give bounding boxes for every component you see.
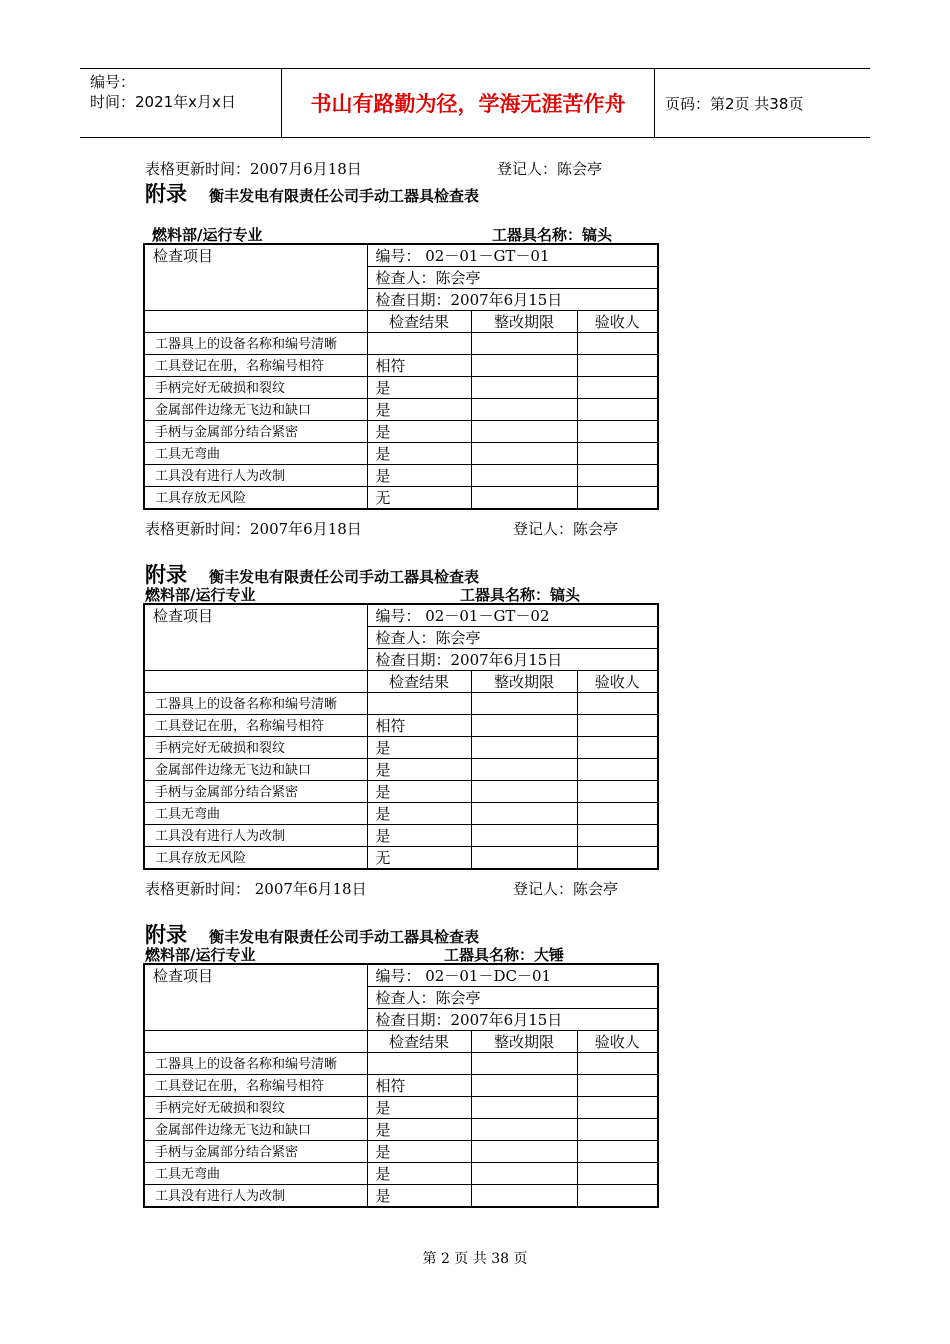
table-row: 工器具上的设备名称和编号清晰 bbox=[144, 333, 658, 355]
tool-name-3: 工器具名称：大锤 bbox=[444, 946, 565, 964]
table-row: 工具没有进行人为改制 是 bbox=[144, 465, 658, 487]
check-item-header: 检查项目 bbox=[144, 244, 367, 311]
page-header bbox=[80, 68, 870, 138]
check-date: 检查日期：2007年6月15日 bbox=[367, 289, 658, 311]
table-row: 工具无弯曲 是 bbox=[144, 803, 658, 825]
tool-name-1: 工器具名称：镐头 bbox=[492, 226, 613, 244]
table-row: 工具无弯曲 是 bbox=[144, 443, 658, 465]
section-title-3: 附录 衡丰发电有限责任公司手动工器具检查表 bbox=[145, 923, 480, 947]
section-title-1 bbox=[145, 178, 479, 208]
tool-name-2: 工器具名称：镐头 bbox=[460, 586, 581, 604]
update-time-1: 表格更新时间：2007年6月18日 bbox=[145, 520, 362, 538]
table-row: 工器具上的设备名称和编号清晰 bbox=[144, 1053, 658, 1075]
table-row: 工具没有进行人为改制 是 bbox=[144, 1185, 658, 1208]
table-row: 工具存放无风险 无 bbox=[144, 847, 658, 870]
registrar-2: 登记人：陈会亭 bbox=[513, 880, 619, 898]
table-row: 工具登记在册，名称编号相符 相符 bbox=[144, 1075, 658, 1097]
doc-time: 时间：2021年x月x日 bbox=[90, 93, 236, 111]
registrar-1: 登记人：陈会亭 bbox=[513, 520, 619, 538]
table-row: 手柄完好无破损和裂纹 是 bbox=[144, 737, 658, 759]
tool-number: 编号： 02－01－GT－01 bbox=[367, 244, 658, 267]
inspector: 检查人：陈会亭 bbox=[367, 267, 658, 289]
top-registrar: 登记人：陈会亭 bbox=[497, 160, 603, 178]
col-result: 检查结果 bbox=[367, 311, 471, 333]
dept-label-3: 燃料部/运行专业 bbox=[145, 946, 256, 964]
inspection-table-1 bbox=[143, 243, 659, 510]
inspection-table-2: 检查项目 编号： 02－01－GT－02 检查人：陈会亭 检查日期：2007年6月15日 检查结果 整改期限 验收人 工器具上的设备名称和编号清晰 工具登记在册，名称编号相符 相符 手柄完好无破损和裂纹 是 金属部件边缘无飞边和缺口 是 手柄与金属部分结合紧密 是 工具无弯曲 是 工具没有进行人为改制 是 工具存放无风险 无 bbox=[143, 603, 659, 870]
top-update-time: 表格更新时间：2007月6月18日 bbox=[145, 160, 362, 178]
table-row: 金属部件边缘无飞边和缺口 是 bbox=[144, 1119, 658, 1141]
doc-number: 编号： bbox=[90, 73, 136, 91]
table-row: 工具登记在册，名称编号相符 相符 bbox=[144, 355, 658, 377]
table-row: 手柄完好无破损和裂纹 是 bbox=[144, 377, 658, 399]
table-row: 手柄完好无破损和裂纹 是 bbox=[144, 1097, 658, 1119]
table-row: 手柄与金属部分结合紧密 是 bbox=[144, 781, 658, 803]
header-page: 页码：第2页 共38页 bbox=[665, 94, 804, 113]
table-row: 工具登记在册，名称编号相符 相符 bbox=[144, 715, 658, 737]
table-row: 手柄与金属部分结合紧密 是 bbox=[144, 1141, 658, 1163]
dept-label-1: 燃料部/运行专业 bbox=[152, 226, 263, 244]
form-title: 衡丰发电有限责任公司手动工器具检查表 bbox=[209, 187, 480, 205]
header-motto: 书山有路勤为径，学海无涯苦作舟 bbox=[282, 69, 655, 137]
inspection-table-3: 检查项目 编号： 02－01－DC－01 检查人：陈会亭 检查日期：2007年6月15日 检查结果 整改期限 验收人 工器具上的设备名称和编号清晰 工具登记在册，名称编号相符 相符 手柄完好无破损和裂纹 是 金属部件边缘无飞边和缺口 是 手柄与金属部分结合紧密 是 工具无弯曲 是 工具没有进行人为改制 是 bbox=[143, 963, 659, 1208]
section-title-2: 附录 衡丰发电有限责任公司手动工器具检查表 bbox=[145, 563, 480, 587]
table-row: 工具存放无风险 无 bbox=[144, 487, 658, 510]
table-row: 手柄与金属部分结合紧密 是 bbox=[144, 421, 658, 443]
dept-label-2: 燃料部/运行专业 bbox=[145, 586, 256, 604]
col-deadline: 整改期限 bbox=[471, 311, 577, 333]
col-acceptor: 验收人 bbox=[577, 311, 658, 333]
table-row: 金属部件边缘无飞边和缺口 是 bbox=[144, 759, 658, 781]
blank-header-cell bbox=[144, 311, 367, 333]
update-time-2: 表格更新时间： 2007年6月18日 bbox=[145, 880, 367, 898]
table-row: 工器具上的设备名称和编号清晰 bbox=[144, 693, 658, 715]
header-meta bbox=[80, 69, 282, 137]
appendix-label: 附录 bbox=[145, 182, 187, 206]
table-row: 工具无弯曲 是 bbox=[144, 1163, 658, 1185]
table-row: 金属部件边缘无飞边和缺口 是 bbox=[144, 399, 658, 421]
table-row: 工具没有进行人为改制 是 bbox=[144, 825, 658, 847]
page-footer: 第 2 页 共 38 页 bbox=[422, 1251, 528, 1267]
